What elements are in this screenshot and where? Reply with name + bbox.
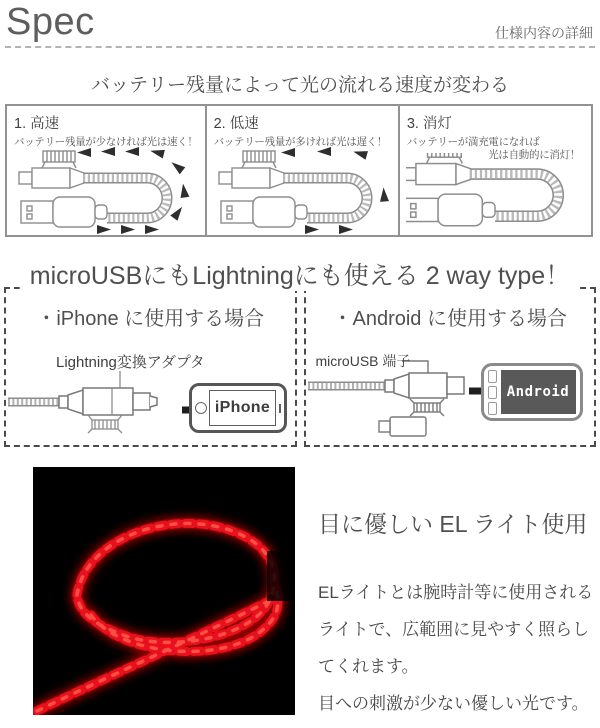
lightning-adapter-label: Lightning変換アダプタ bbox=[56, 354, 205, 371]
usb-cable-slow-flow-illustration bbox=[213, 144, 391, 234]
microusb-cable-illustration bbox=[308, 359, 470, 441]
page-subtitle: 仕様内容の詳細 bbox=[495, 25, 593, 41]
spec-desc-line1: バッテリーが満充電になれば bbox=[406, 136, 540, 148]
camera-icon bbox=[279, 404, 281, 413]
spec-column-title: 1. 高速 bbox=[14, 116, 60, 132]
el-description-line: ライトで、広範囲に見やすく照らし bbox=[318, 620, 590, 639]
speed-spec-box bbox=[5, 104, 593, 237]
el-description-line: ELライトとは腕時計等に使用される bbox=[318, 583, 594, 602]
page-header bbox=[5, 0, 595, 48]
iphone-usage-box bbox=[4, 287, 297, 447]
spec-desc-line2: 光は自動的に消灯！ bbox=[488, 149, 581, 161]
el-light-heading: 目に優しい EL ライト使用 bbox=[318, 511, 588, 537]
two-way-heading: microUSBにもLightningにも使える 2 way type！ bbox=[20, 261, 580, 291]
spec-column-desc: バッテリー残量が多ければ光は遅く！ bbox=[213, 136, 388, 148]
page-title: Spec bbox=[6, 1, 95, 43]
spec-column-title: 2. 低速 bbox=[213, 116, 259, 132]
iphone-illustration bbox=[189, 383, 287, 433]
android-side-buttons bbox=[488, 370, 497, 415]
android-button-icon bbox=[488, 386, 497, 399]
microusb-connector-label: microUSB 端子 bbox=[315, 353, 411, 369]
el-cable-photo bbox=[33, 467, 295, 715]
two-way-boxes bbox=[4, 287, 596, 447]
lightning-cable-illustration bbox=[8, 371, 180, 437]
android-usage-box bbox=[304, 287, 597, 447]
android-usage-title: ・Android に使用する場合 bbox=[332, 308, 567, 330]
spec-column-slow bbox=[205, 106, 398, 235]
spec-column-fast bbox=[7, 106, 205, 235]
speed-section-heading: バッテリー残量によって光の流れる速度が変わる bbox=[90, 75, 509, 96]
iphone-screen-label: iPhone bbox=[209, 390, 276, 426]
usb-cable-off-illustration bbox=[406, 153, 584, 231]
el-description-line: てくれます。 bbox=[318, 657, 419, 676]
el-description-line: 目への刺激が少ない優しい光です。 bbox=[318, 694, 589, 713]
el-light-description bbox=[318, 574, 596, 722]
spec-column-desc: バッテリー残量が少なければ光は速く！ bbox=[14, 136, 198, 148]
two-way-section bbox=[4, 262, 596, 447]
home-button-icon bbox=[195, 402, 207, 414]
spec-column-off bbox=[398, 106, 591, 235]
spec-column-title: 3. 消灯 bbox=[406, 116, 452, 132]
iphone-usage-title: ・iPhone に使用する場合 bbox=[36, 308, 265, 330]
android-illustration bbox=[481, 363, 583, 421]
usb-cable-fast-flow-illustration bbox=[13, 144, 191, 234]
android-button-icon bbox=[488, 370, 497, 383]
android-screen-label: Android bbox=[501, 370, 576, 414]
android-button-icon bbox=[488, 402, 497, 415]
